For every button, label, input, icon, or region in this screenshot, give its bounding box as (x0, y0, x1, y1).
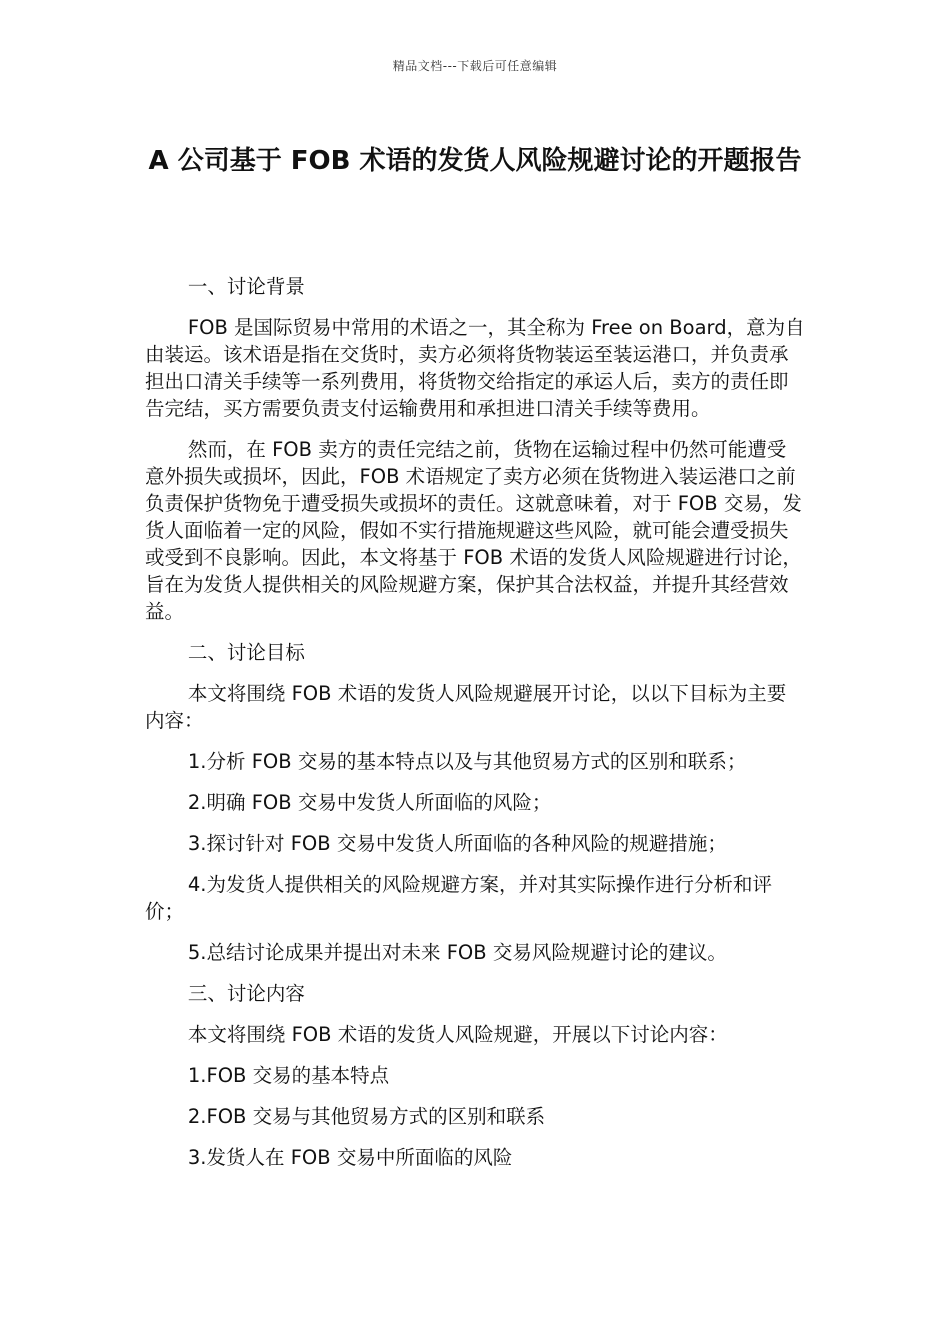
paragraph: 然而，在 FOB 卖方的责任完结之前，货物在运输过程中仍然可能遭受意外损失或损坏，因此，FOB 术语规定了卖方必须在货物进入装运港口之前负责保护货物免于遭受损失或损坏的责任。这就意味着，对于 FOB 交易，发货人面临着一定的风险，假如不实行措施规避这些风险，就可能会遭受损失或受到不良影响。因此，本文将基于 FOB 术语的发货人风险规避进行讨论，旨在为发货人提供相关的风险规避方案，保护其合法权益，并提升其经营效益。 (145, 438, 802, 623)
paragraph: FOB 是国际贸易中常用的术语之一，其全称为 Free on Board，意为自由装运。该术语是指在交货时，卖方必须将货物装运至装运港口，并负责承担出口清关手续等一系列费用，将货物交给指定的承运人后，卖方的责任即告完结，买方需要负责支付运输费用和承担进口清关手续等费用。 (145, 316, 805, 420)
list-item: 1.分析 FOB 交易的基本特点以及与其他贸易方式的区别和联系； (187, 750, 747, 773)
list-item: 1.FOB 交易的基本特点 (187, 1064, 390, 1087)
section-heading: 三、讨论内容 (187, 982, 305, 1005)
page-header: 精品文档---下载后可任意编辑 (392, 59, 558, 73)
list-item: 4.为发货人提供相关的风险规避方案，并对其实际操作进行分析和评价； (145, 873, 772, 923)
list-item: 3.探讨针对 FOB 交易中发货人所面临的各种风险的规避措施； (187, 832, 727, 855)
paragraph: 本文将围绕 FOB 术语的发货人风险规避展开讨论，以以下目标为主要内容： (145, 682, 787, 732)
list-item: 3.发货人在 FOB 交易中所面临的风险 (187, 1146, 513, 1169)
list-item: 2.明确 FOB 交易中发货人所面临的风险； (187, 791, 552, 814)
section-heading: 二、讨论目标 (187, 641, 305, 664)
section-heading: 一、讨论背景 (187, 275, 305, 298)
document-body (145, 273, 805, 1185)
list-item: 2.FOB 交易与其他贸易方式的区别和联系 (187, 1105, 546, 1128)
document-title: A 公司基于 FOB 术语的发货人风险规避讨论的开题报告 (148, 146, 802, 176)
paragraph: 本文将围绕 FOB 术语的发货人风险规避，开展以下讨论内容： (187, 1023, 728, 1046)
list-item: 5.总结讨论成果并提出对未来 FOB 交易风险规避讨论的建议。 (187, 941, 727, 964)
